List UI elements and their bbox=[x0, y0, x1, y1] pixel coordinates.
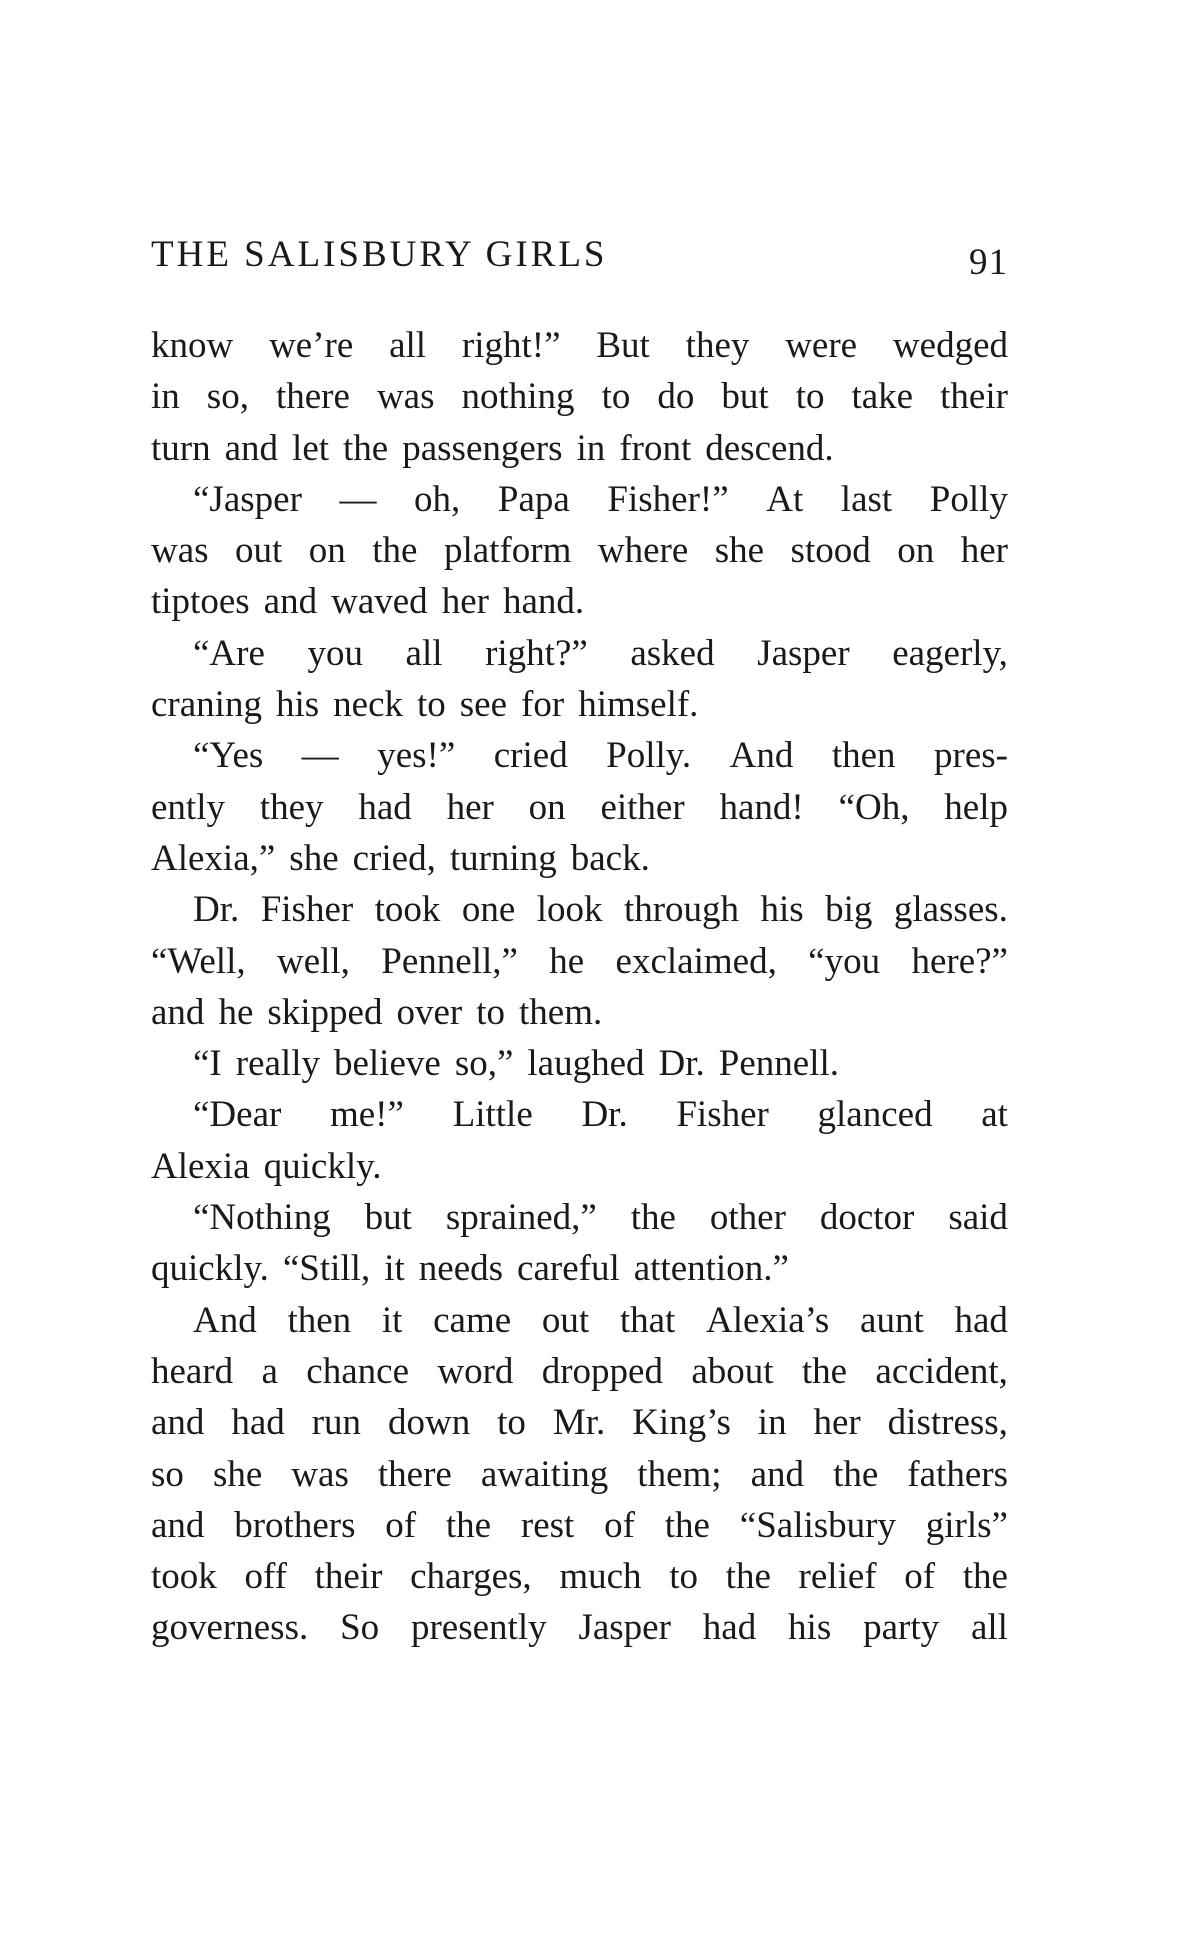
word: stood bbox=[790, 530, 871, 572]
word: so,” bbox=[454, 1043, 514, 1085]
word: to bbox=[795, 376, 825, 418]
word: his bbox=[275, 684, 320, 726]
word: run bbox=[311, 1402, 362, 1444]
word: really bbox=[235, 1043, 320, 1085]
word: you bbox=[307, 632, 363, 674]
word: it bbox=[384, 1248, 405, 1290]
word: and bbox=[151, 991, 205, 1033]
word: right!” bbox=[461, 325, 561, 366]
word: descend. bbox=[705, 427, 834, 469]
word: Mr. bbox=[552, 1402, 606, 1444]
text-line bbox=[151, 782, 1008, 833]
word: they bbox=[259, 786, 324, 828]
word: other bbox=[709, 1197, 786, 1239]
word: over bbox=[396, 991, 463, 1033]
text-line bbox=[151, 1551, 1008, 1602]
word: the bbox=[962, 1556, 1008, 1598]
text-line bbox=[151, 320, 1008, 371]
word: help bbox=[944, 786, 1008, 828]
word: the bbox=[833, 1453, 879, 1495]
text-line bbox=[151, 1141, 1008, 1192]
word: me!” bbox=[329, 1094, 404, 1136]
word: at bbox=[981, 1094, 1008, 1136]
word: the bbox=[664, 1504, 710, 1546]
word: all bbox=[970, 1607, 1008, 1649]
word: to bbox=[669, 1556, 698, 1598]
word: careful bbox=[517, 1248, 620, 1290]
word: he bbox=[218, 991, 254, 1033]
word: had bbox=[231, 1402, 285, 1444]
word: but bbox=[721, 376, 769, 418]
word: one bbox=[461, 889, 516, 931]
word: “Oh, bbox=[838, 786, 910, 828]
word: well, bbox=[276, 940, 350, 982]
word: relief bbox=[798, 1556, 877, 1598]
word: her bbox=[446, 786, 494, 828]
word: said bbox=[948, 1197, 1008, 1239]
text-line bbox=[151, 1192, 1008, 1243]
word: on bbox=[528, 786, 566, 828]
word: “Still, bbox=[282, 1248, 371, 1290]
text-line bbox=[151, 679, 1008, 730]
text-line bbox=[151, 1089, 1008, 1140]
word: asked bbox=[630, 632, 715, 674]
word: took bbox=[374, 889, 441, 931]
word: to bbox=[417, 684, 446, 726]
word: that bbox=[619, 1299, 676, 1341]
word: exclaimed, bbox=[615, 940, 777, 982]
word: let bbox=[292, 427, 330, 469]
text-line bbox=[151, 1038, 1008, 1089]
word: glasses. bbox=[893, 889, 1008, 931]
word: glanced bbox=[817, 1094, 933, 1136]
word: “I bbox=[193, 1043, 222, 1085]
word: in bbox=[576, 427, 606, 469]
word: “Salisbury bbox=[739, 1504, 896, 1546]
word: presently bbox=[410, 1607, 547, 1649]
word: her bbox=[441, 581, 489, 623]
word: “Nothing bbox=[193, 1197, 331, 1239]
word: brothers bbox=[234, 1504, 356, 1546]
word: Polly bbox=[929, 478, 1008, 520]
text-line bbox=[151, 833, 1008, 884]
word: she bbox=[289, 837, 339, 879]
running-title: THE SALISBURY GIRLS bbox=[151, 234, 608, 275]
word: cried bbox=[493, 735, 568, 777]
word: girls” bbox=[925, 1504, 1008, 1546]
word: was bbox=[291, 1453, 349, 1495]
word: but bbox=[364, 1197, 412, 1239]
word: “Well, bbox=[151, 940, 246, 982]
word: dropped bbox=[541, 1350, 663, 1392]
word: — bbox=[339, 478, 377, 520]
text-line bbox=[151, 525, 1008, 576]
word: pres- bbox=[934, 735, 1008, 777]
text-line bbox=[151, 628, 1008, 679]
word: off bbox=[244, 1556, 287, 1598]
word: yes!” bbox=[377, 735, 456, 777]
word: was bbox=[376, 376, 435, 418]
word: then bbox=[287, 1299, 352, 1341]
word: them; bbox=[637, 1453, 722, 1495]
text-line bbox=[151, 1346, 1008, 1397]
word: — bbox=[301, 735, 339, 777]
word: his bbox=[760, 889, 804, 931]
word: himself. bbox=[578, 684, 699, 726]
word: eagerly, bbox=[892, 632, 1008, 674]
word: Alexia bbox=[151, 1145, 250, 1187]
word: hand! bbox=[719, 786, 804, 828]
word: the bbox=[445, 1504, 492, 1546]
word: governess. bbox=[151, 1607, 309, 1649]
word: Dr. bbox=[581, 1094, 628, 1136]
word: distress, bbox=[887, 1402, 1008, 1444]
word: out bbox=[235, 530, 283, 572]
word: doctor bbox=[819, 1197, 915, 1239]
word: “Yes bbox=[193, 735, 264, 777]
word: her bbox=[960, 530, 1008, 572]
word: and bbox=[151, 1504, 205, 1546]
word: had bbox=[702, 1607, 757, 1649]
word: her bbox=[813, 1402, 861, 1444]
word: aunt bbox=[860, 1299, 924, 1341]
word: Papa bbox=[497, 478, 570, 520]
word: their bbox=[940, 376, 1008, 418]
word: turn bbox=[151, 427, 211, 469]
word: waved bbox=[331, 581, 428, 623]
word: a bbox=[261, 1350, 278, 1392]
word: neck bbox=[333, 684, 403, 726]
word: heard bbox=[151, 1350, 234, 1392]
word: either bbox=[600, 786, 685, 828]
text-line bbox=[151, 1243, 1008, 1294]
word: chance bbox=[306, 1350, 409, 1392]
word: nothing bbox=[461, 376, 575, 418]
word: all bbox=[389, 325, 427, 366]
word: tiptoes bbox=[151, 581, 250, 623]
word: back. bbox=[570, 837, 650, 879]
word: know bbox=[151, 325, 234, 366]
word: needs bbox=[418, 1248, 504, 1290]
word: party bbox=[863, 1607, 940, 1649]
body-text bbox=[151, 320, 1008, 1654]
word: Jasper bbox=[757, 632, 850, 674]
word: had bbox=[954, 1299, 1008, 1341]
word: “Jasper bbox=[193, 478, 302, 520]
word: about bbox=[691, 1350, 774, 1392]
word: down bbox=[387, 1402, 471, 1444]
page-number: 91 bbox=[969, 242, 1008, 283]
word: and bbox=[151, 1402, 205, 1444]
word: Dr. bbox=[193, 889, 240, 931]
word: Alexia’s bbox=[706, 1299, 830, 1341]
text-line bbox=[151, 576, 1008, 627]
text-line bbox=[151, 1602, 1008, 1653]
word: craning bbox=[151, 684, 262, 726]
word: to bbox=[476, 991, 506, 1033]
word: oh, bbox=[414, 478, 461, 520]
word: Fisher!” bbox=[607, 478, 729, 520]
word: fathers bbox=[907, 1453, 1008, 1495]
text-line bbox=[151, 936, 1008, 987]
word: Fisher bbox=[260, 889, 354, 931]
text-line bbox=[151, 474, 1008, 525]
word: the bbox=[372, 530, 418, 572]
word: had bbox=[358, 786, 412, 828]
word: “you bbox=[808, 940, 881, 982]
word: Little bbox=[452, 1094, 533, 1136]
word: of bbox=[904, 1556, 936, 1598]
word: King’s bbox=[632, 1402, 731, 1444]
text-line bbox=[151, 423, 1008, 474]
word: At bbox=[766, 478, 804, 520]
word: on bbox=[897, 530, 935, 572]
word: passengers bbox=[402, 427, 563, 469]
word: Pennell. bbox=[718, 1043, 839, 1085]
word: hand. bbox=[502, 581, 585, 623]
word: sprained,” bbox=[445, 1197, 597, 1239]
word: out bbox=[541, 1299, 590, 1341]
text-line bbox=[151, 884, 1008, 935]
word: the bbox=[801, 1350, 848, 1392]
word: on bbox=[308, 530, 346, 572]
word: his bbox=[788, 1607, 832, 1649]
word: the bbox=[630, 1197, 676, 1239]
word: accident, bbox=[875, 1350, 1008, 1392]
word: attention.” bbox=[633, 1248, 789, 1290]
text-line bbox=[151, 371, 1008, 422]
word: last bbox=[840, 478, 893, 520]
word: the bbox=[725, 1556, 771, 1598]
word: the bbox=[343, 427, 389, 469]
word: we’re bbox=[269, 325, 354, 366]
word: “Dear bbox=[193, 1094, 282, 1136]
word: then bbox=[831, 735, 896, 777]
word: were bbox=[785, 325, 858, 366]
word: was bbox=[151, 530, 209, 572]
word: word bbox=[437, 1350, 514, 1392]
word: believe bbox=[333, 1043, 441, 1085]
word: laughed bbox=[527, 1043, 645, 1085]
word: see bbox=[459, 684, 508, 726]
word: and bbox=[750, 1453, 805, 1495]
word: And bbox=[729, 735, 794, 777]
word: Jasper bbox=[578, 1607, 671, 1649]
word: and bbox=[224, 427, 279, 469]
word: Pennell,” bbox=[381, 940, 518, 982]
text-line bbox=[151, 1295, 1008, 1346]
word: Fisher bbox=[676, 1094, 769, 1136]
word: Polly. bbox=[606, 735, 692, 777]
word: Dr. bbox=[658, 1043, 705, 1085]
word: she bbox=[212, 1453, 263, 1495]
word: platform bbox=[443, 530, 572, 572]
text-line bbox=[151, 1500, 1008, 1551]
word: she bbox=[714, 530, 765, 572]
word: all bbox=[405, 632, 443, 674]
word: in bbox=[151, 376, 180, 418]
word: their bbox=[314, 1556, 383, 1598]
word: wedged bbox=[892, 325, 1008, 366]
word: take bbox=[851, 376, 914, 418]
word: where bbox=[597, 530, 689, 572]
text-line bbox=[151, 987, 1008, 1038]
text-line bbox=[151, 730, 1008, 781]
word: for bbox=[521, 684, 565, 726]
word: So bbox=[340, 1607, 380, 1649]
word: through bbox=[623, 889, 740, 931]
word: ently bbox=[151, 786, 225, 828]
running-head bbox=[151, 230, 1008, 283]
word: rest bbox=[520, 1504, 575, 1546]
word: here?” bbox=[911, 940, 1008, 982]
word: quickly. bbox=[263, 1145, 382, 1187]
word: he bbox=[549, 940, 585, 982]
word: look bbox=[536, 889, 603, 931]
word: big bbox=[825, 889, 873, 931]
word: “Are bbox=[193, 632, 265, 674]
word: it bbox=[381, 1299, 403, 1341]
word: front bbox=[619, 427, 692, 469]
word: and bbox=[263, 581, 318, 623]
word: cried, bbox=[352, 837, 436, 879]
word: so, bbox=[206, 376, 249, 418]
word: there bbox=[275, 376, 350, 418]
word: charges, bbox=[410, 1556, 532, 1598]
word: them. bbox=[519, 991, 603, 1033]
word: much bbox=[559, 1556, 642, 1598]
text-line bbox=[151, 1449, 1008, 1500]
word: quickly. bbox=[151, 1248, 269, 1290]
word: And bbox=[193, 1299, 257, 1341]
word: turning bbox=[449, 837, 557, 879]
word: in bbox=[757, 1402, 787, 1444]
word: of bbox=[604, 1504, 635, 1546]
word: they bbox=[685, 325, 750, 366]
text-line bbox=[151, 1397, 1008, 1448]
word: came bbox=[433, 1299, 512, 1341]
word: do bbox=[657, 376, 695, 418]
word: awaiting bbox=[480, 1453, 609, 1495]
word: so bbox=[151, 1453, 184, 1495]
word: But bbox=[596, 325, 650, 366]
word: took bbox=[151, 1556, 217, 1598]
word: right?” bbox=[485, 632, 588, 674]
word: Alexia,” bbox=[151, 837, 276, 879]
word: to bbox=[601, 376, 631, 418]
word: to bbox=[497, 1402, 526, 1444]
word: of bbox=[385, 1504, 417, 1546]
word: there bbox=[377, 1453, 452, 1495]
word: skipped bbox=[267, 991, 383, 1033]
